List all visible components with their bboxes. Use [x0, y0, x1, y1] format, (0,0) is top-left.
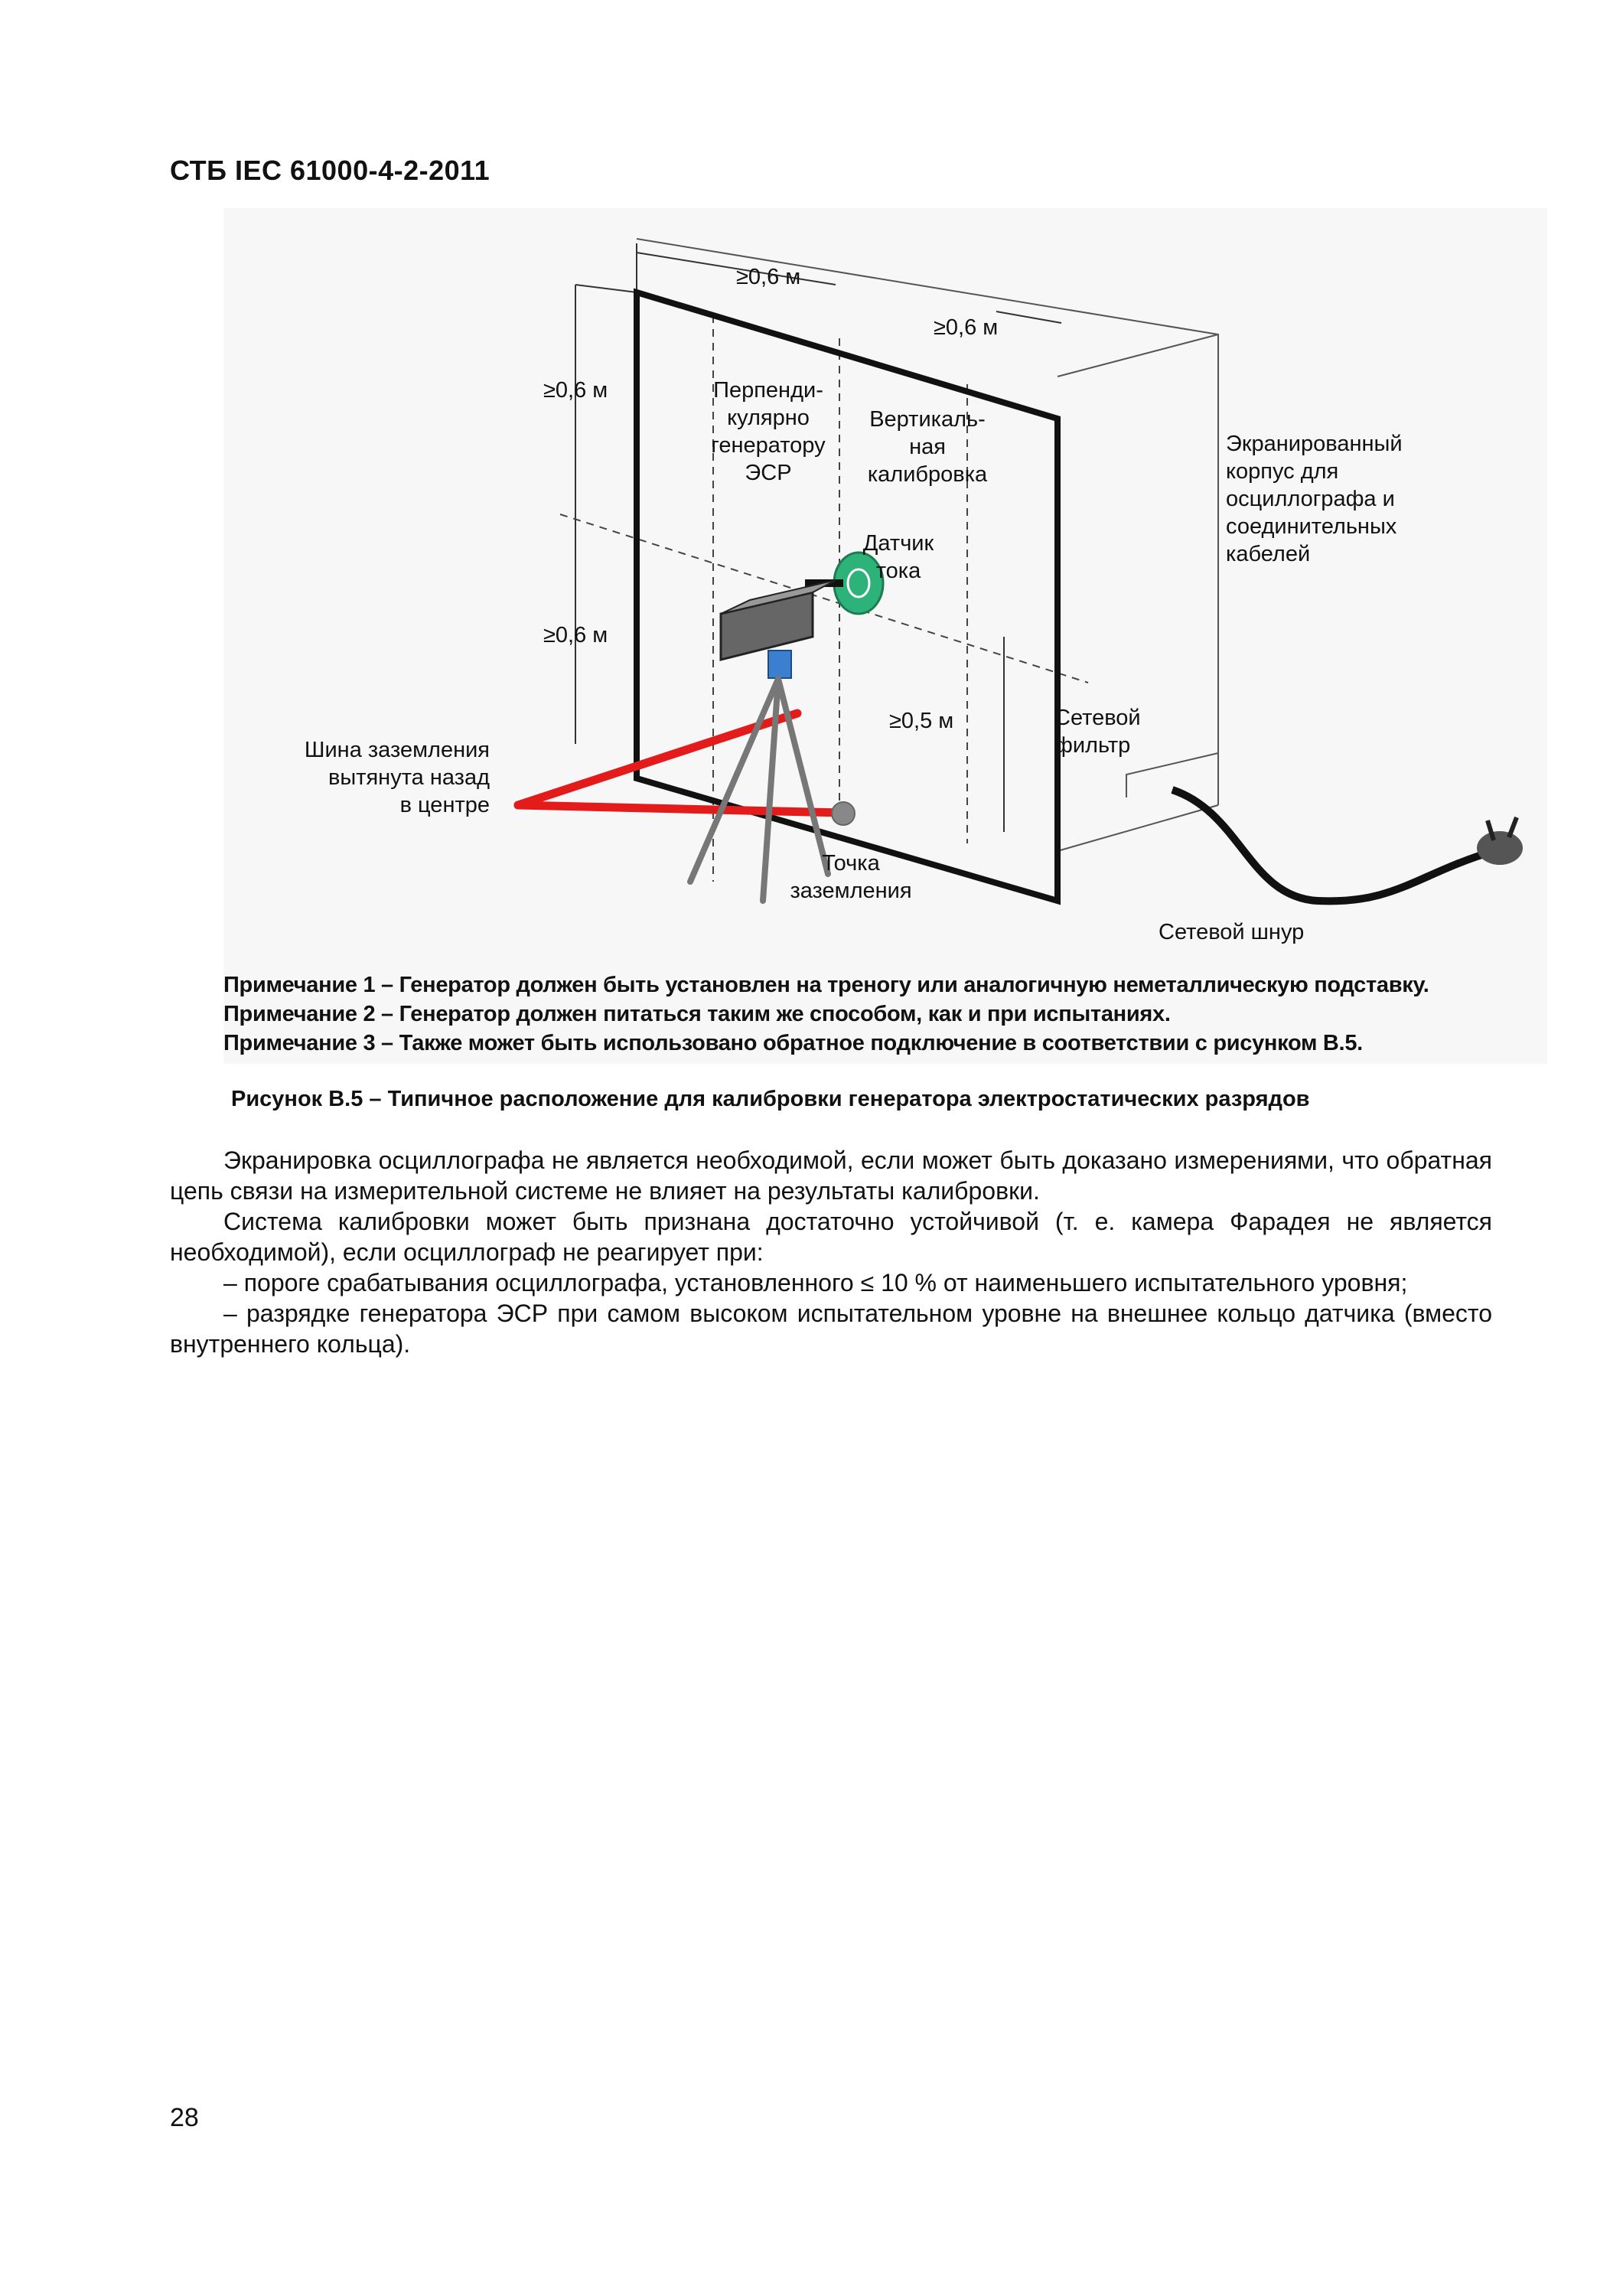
power-plug: [1477, 817, 1523, 865]
paragraph-2: Система калибровки может быть признана достаточно устойчивой (т. е. камера Фарадея не является необходимой), если осциллограф не реагирует при:: [170, 1208, 1492, 1266]
ground-bus-label: Шина заземления вытянута назад в центре: [304, 738, 490, 817]
ground-point-label: Точка заземления: [790, 851, 912, 903]
paragraph-4: – разрядке генератора ЭСР при самом высоком испытательном уровне на внешнее кольцо датчика (вместо внутреннего кольца).: [170, 1300, 1492, 1358]
power-cord-label: Сетевой шнур: [1159, 920, 1305, 944]
shielded-enclosure-label: Экранированный корпус для осциллографа и соединительных кабелей: [1226, 432, 1403, 566]
figure-caption: Рисунок B.5 – Типичное расположение для калибровки генератора электростатических разрядов: [231, 1087, 1310, 1111]
dim-right-label: ≥0,6 м: [934, 315, 999, 340]
body-text: [170, 1145, 1492, 1359]
figure-notes: [223, 970, 1547, 1058]
esd-generator: [721, 580, 843, 678]
paragraph-1: Экранировка осциллографа не является необходимой, если может быть доказано измерениями, что обратная цепь связи на измерительной системе не влияет на результаты калибровки.: [170, 1146, 1492, 1205]
page-number: 28: [170, 2103, 199, 2132]
note-3: Примечание 3 – Также может быть использовано обратное подключение в соответствии с рисунком B.5.: [223, 1031, 1363, 1055]
note-2: Примечание 2 – Генератор должен питаться таким же способом, как и при испытаниях.: [223, 1002, 1171, 1026]
ground-strap: [518, 713, 843, 813]
dim-left-lower-label: ≥0,6 м: [543, 623, 608, 647]
figure-b5: [223, 208, 1547, 1064]
perpendicular-label: Перпенди- кулярно генератору ЭСР: [711, 378, 826, 485]
line-filter-label: Сетевой фильтр: [1054, 706, 1141, 758]
dimension-right: [996, 311, 1061, 323]
ground-point: [832, 802, 855, 825]
dim-top-label: ≥0,6 м: [736, 265, 801, 289]
dim-left-upper-label: ≥0,6 м: [543, 378, 608, 403]
note-1: Примечание 1 – Генератор должен быть установлен на треногу или аналогичную неметаллическую подставку.: [223, 973, 1429, 997]
document-header: СТБ IEC 61000-4-2-2011: [170, 155, 490, 186]
paragraph-3: – пороге срабатывания осциллографа, установленного ≤ 10 % от наименьшего испытательного уровня;: [223, 1269, 1408, 1296]
dim-probe-label: ≥0,5 м: [889, 709, 954, 733]
figure-drawing: [223, 208, 1547, 1064]
power-cord: [1172, 790, 1494, 901]
current-sensor-label: Датчик тока: [862, 531, 934, 583]
vertical-calibration-label: Вертикаль- ная калибровка: [867, 407, 988, 487]
